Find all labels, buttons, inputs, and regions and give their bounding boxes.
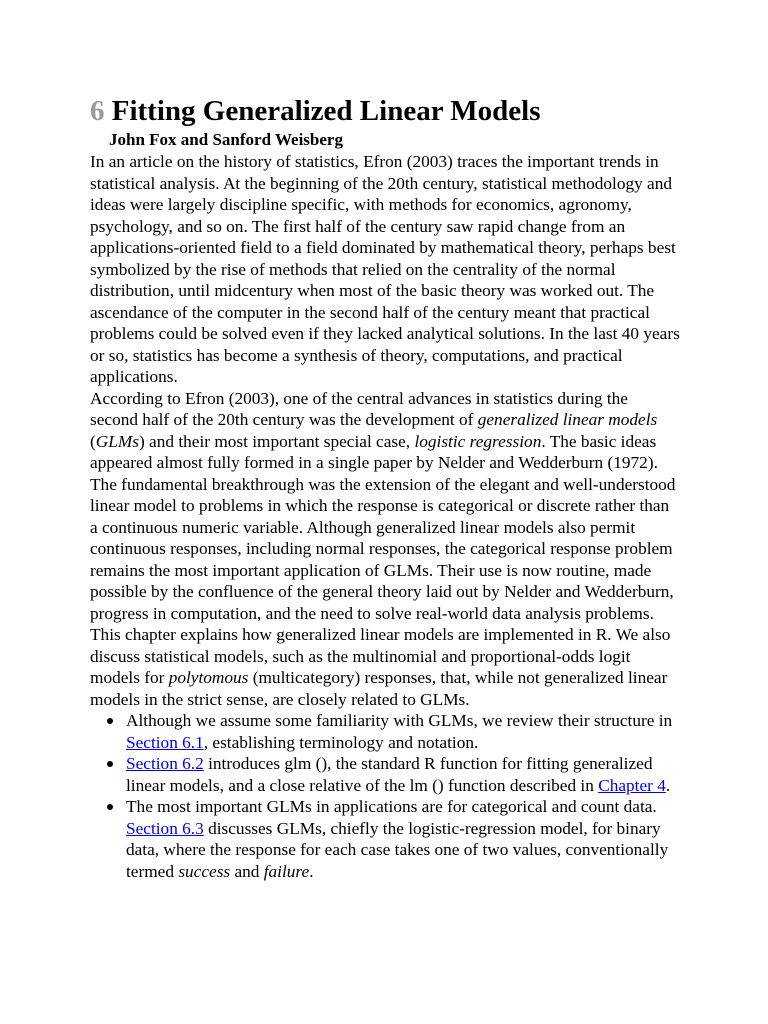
text-run: (multicategory) responses, that, while not generalized linear models in the strict sense, are closely related to GLMs.: [90, 668, 668, 709]
term-logistic-regression: logistic regression: [414, 431, 542, 451]
link-chapter-4[interactable]: Chapter 4: [598, 775, 666, 795]
text-run: According to Efron (2003), one of the central advances in statistics during the second half of the 20th century was the development of: [90, 388, 628, 429]
term-polytomous: polytomous: [168, 668, 249, 687]
text-run: . The basic ideas appeared almost fully formed in a single paper by Nelder and Wedderburn (1972). The fundamental breakthrough was the extension of the elegant and well-understood linear model to problems in which the response is categorical or discrete rather than a continuous numeric variable. Although generalized linear models also permit continuous responses, including normal responses, the categorical response problem remains the most important application of GLMs. Their use is now routine, made possible by the confluence of the general theory laid out by Nelder and Wedderburn, progress in computation, and the need to solve real-world data analysis problems.: [90, 431, 676, 623]
term-success: success: [178, 861, 231, 881]
text-run: This chapter explains how generalized linear models are implemented in R. We also discuss statistical models, such as the multinomial and proportional-odds logit models for: [90, 625, 671, 687]
list-item: [126, 710, 680, 753]
paragraph-history: In an article on the history of statistics, Efron (2003) traces the important trends in statistical analysis. At the beginning of the 20th century, statistical methodology and ideas were largely discipline specific, with methods for economics, agronomy, psychology, and so on. The first half of the century saw rapid change from an applications-oriented field to a field dominated by mathematical theory, perhaps best symbolized by the rise of methods that relied on the centrality of the normal distribution, until midcentury when most of the basic theory was worked out. The ascendance of the computer in the second half of the century meant that practical problems could be solved even if they lacked analytical solutions. In the last 40 years or so, statistics has become a synthesis of theory, computations, and practical applications.: [90, 152, 680, 386]
term-failure: failure: [263, 861, 310, 881]
chapter-outline-list: [90, 710, 680, 882]
bullet-icon: [107, 804, 113, 810]
list-item: [126, 796, 680, 882]
text-run: introduces glm (), the standard R function for fitting generalized linear models, and a close relative of the lm () function described in: [126, 754, 653, 795]
chapter-title: Fitting Generalized Linear Models: [111, 95, 541, 127]
chapter-number: 6: [90, 95, 105, 127]
text-run: (: [90, 431, 96, 451]
text-run: ) and their most important special case,: [138, 431, 415, 451]
text-run: .: [665, 775, 671, 795]
text-run: The most important GLMs in applications are for categorical and count data.: [126, 797, 657, 816]
text-run: , establishing terminology and notation.: [203, 732, 479, 752]
text-run: .: [309, 861, 314, 881]
text-run: Although we assume some familiarity with GLMs, we review their structure in: [126, 711, 673, 730]
term-generalized-linear-models: generalized linear models: [477, 410, 658, 429]
paragraph-glm-intro: [90, 388, 680, 625]
text-run: discusses GLMs, chiefly the logistic-regression model, for binary data, where the response for each case takes one of two values, conventionally termed: [126, 818, 669, 881]
link-section-6-3[interactable]: Section 6.3: [126, 818, 204, 838]
chapter-authors: John Fox and Sanford Weisberg: [109, 130, 343, 149]
text-run: and: [230, 861, 264, 881]
paragraph-chapter-overview: [90, 624, 680, 710]
link-section-6-1[interactable]: Section 6.1: [126, 732, 204, 752]
link-section-6-2[interactable]: Section 6.2: [126, 754, 204, 773]
list-item: [126, 753, 680, 796]
bullet-icon: [107, 718, 113, 724]
bullet-icon: [107, 761, 113, 767]
chapter-heading: [90, 93, 680, 129]
term-glms: GLMs: [95, 431, 139, 451]
